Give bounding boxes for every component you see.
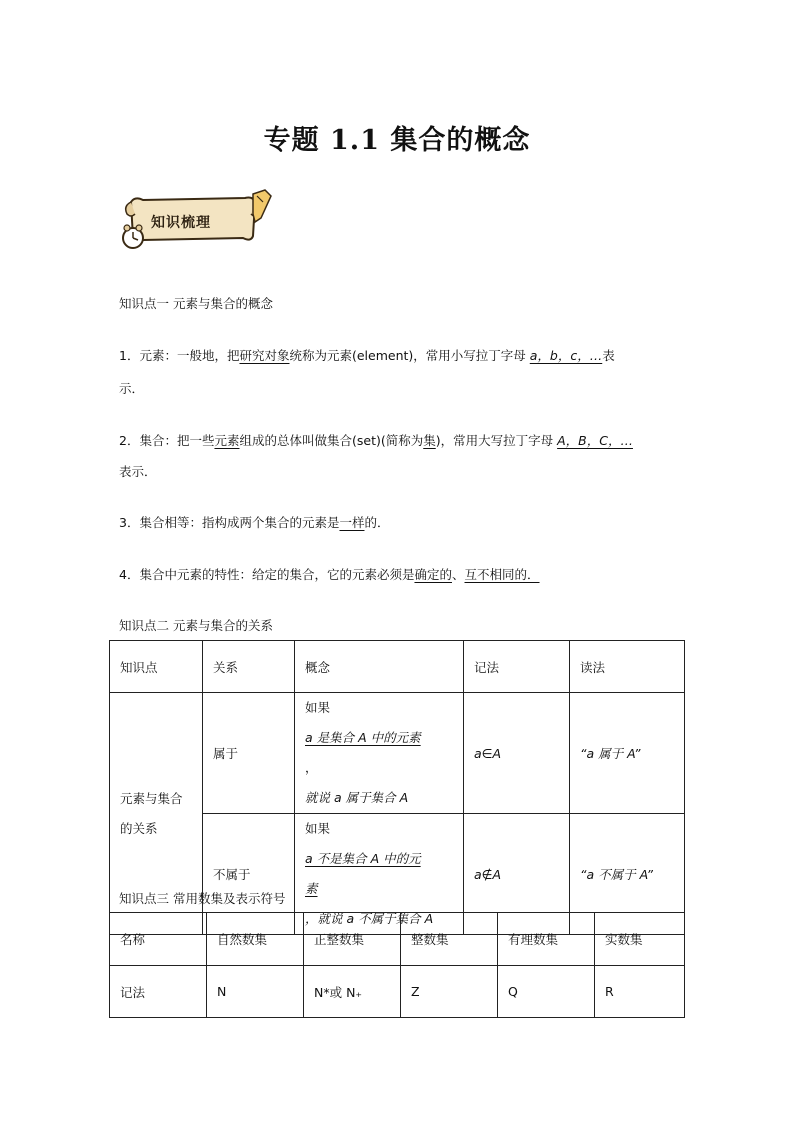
relation-belongs: 属于 xyxy=(203,693,295,814)
paragraph-2-text-c: )，常用大写拉丁字母 xyxy=(435,433,558,448)
paragraph-4-num: 4． xyxy=(119,567,140,582)
names-cell-1: 自然数集 xyxy=(207,913,304,966)
notation-cell-2: N*或 N₊ xyxy=(304,966,401,1018)
section-heading-3: 知识点三 常用数集及表示符号 xyxy=(119,891,286,906)
table-header-row xyxy=(110,641,685,693)
page-title: 专题 1.1 集合的概念 xyxy=(263,125,531,156)
names-cell-0: 名称 xyxy=(110,913,207,966)
paragraph-1 xyxy=(119,346,615,364)
notation-cell-1: N xyxy=(207,966,304,1018)
paragraph-1-num: 1． xyxy=(119,348,140,363)
paragraph-2-text-a: 集合：把一些 xyxy=(139,433,215,448)
paragraph-3-text-b: 的． xyxy=(364,515,390,530)
concept-not-belongs-underline-2: 素 xyxy=(305,881,318,896)
reading-belongs: “a 属于 A” xyxy=(570,693,685,814)
table-row xyxy=(110,693,685,814)
relation-not-belongs: 不属于 xyxy=(203,814,295,935)
row-label-line-2: 的关系 xyxy=(120,820,158,836)
paragraph-4-underline-1: 确定的 xyxy=(414,567,452,582)
concept-not-belongs-underline: a 不是集合 A 中的元 xyxy=(305,851,421,866)
number-sets-table xyxy=(109,912,685,1018)
concept-belongs-line-2: 就说 a 属于集合 A xyxy=(305,790,409,805)
notation-cell-3: Z xyxy=(401,966,498,1018)
paragraph-2-text-b: 组成的总体叫做集合(set)(简称为 xyxy=(239,433,424,448)
concept-belongs xyxy=(295,693,464,814)
paragraph-3 xyxy=(119,513,390,531)
paragraph-1-line-2: 示． xyxy=(119,381,145,396)
header-cell-topic: 知识点 xyxy=(110,641,203,693)
concept-belongs-line-1 xyxy=(305,693,453,783)
header-cell-reading: 读法 xyxy=(570,641,685,693)
names-cell-5: 实数集 xyxy=(595,913,685,966)
section-badge xyxy=(113,188,275,252)
table-row xyxy=(110,966,685,1018)
header-cell-relation: 关系 xyxy=(203,641,295,693)
names-cell-4: 有理数集 xyxy=(498,913,595,966)
concept-belongs-a: 如果 xyxy=(305,700,331,715)
concept-not-belongs-b: ，就说 a 不属于集合 A xyxy=(305,911,434,926)
paragraph-4-text-a: 集合中元素的特性：给定的集合，它的元素必须是 xyxy=(139,567,415,582)
notation-belongs: a∈A xyxy=(464,693,570,814)
badge-label: 知识梳理 xyxy=(151,215,211,231)
paragraph-1-text-c: 表 xyxy=(602,348,615,363)
section-heading-1: 知识点一 元素与集合的概念 xyxy=(119,296,273,311)
paragraph-1-text-b: 统称为元素(element)，常用小写拉丁字母 xyxy=(289,348,530,363)
concept-not-belongs-line-1 xyxy=(305,814,453,874)
notation-cell-5: R xyxy=(595,966,685,1018)
row-label-line-1: 元素与集合 xyxy=(120,790,183,806)
concept-belongs-b: ， xyxy=(305,760,318,775)
names-cell-2: 正整数集 xyxy=(304,913,401,966)
header-cell-concept: 概念 xyxy=(295,641,464,693)
paragraph-2-line-2: 表示． xyxy=(119,464,157,479)
paragraph-2-num: 2． xyxy=(119,433,140,448)
paragraph-4 xyxy=(119,565,540,583)
paragraph-3-num: 3． xyxy=(119,515,140,530)
paragraph-1-underline-2: a，b，c，… xyxy=(529,348,603,363)
notation-cell-0: 记法 xyxy=(110,966,207,1018)
table-header-row xyxy=(110,913,685,966)
paragraph-2-underline-1: 元素 xyxy=(214,433,240,448)
concept-not-belongs-a: 如果 xyxy=(305,821,331,836)
paragraph-2-underline-3: A，B，C，… xyxy=(557,433,633,448)
notation-cell-4: Q xyxy=(498,966,595,1018)
names-cell-3: 整数集 xyxy=(401,913,498,966)
paragraph-1-text-a: 元素：一般地，把 xyxy=(139,348,240,363)
paragraph-3-text-a: 集合相等：指构成两个集合的元素是 xyxy=(139,515,340,530)
paragraph-1-underline-1: 研究对象 xyxy=(239,348,290,363)
section-heading-2: 知识点二 元素与集合的关系 xyxy=(119,618,273,633)
notation-not-belongs: a∉A xyxy=(464,814,570,935)
paragraph-4-underline-2: 互不相同的． xyxy=(464,567,540,582)
reading-not-belongs: “a 不属于 A” xyxy=(570,814,685,935)
paragraph-2 xyxy=(119,431,633,449)
paragraph-2-underline-2: 集 xyxy=(423,433,436,448)
paragraph-4-text-b: 、 xyxy=(451,567,465,582)
header-cell-notation: 记法 xyxy=(464,641,570,693)
paragraph-3-underline-1: 一样 xyxy=(339,515,365,530)
concept-belongs-underline: a 是集合 A 中的元素 xyxy=(305,730,421,745)
